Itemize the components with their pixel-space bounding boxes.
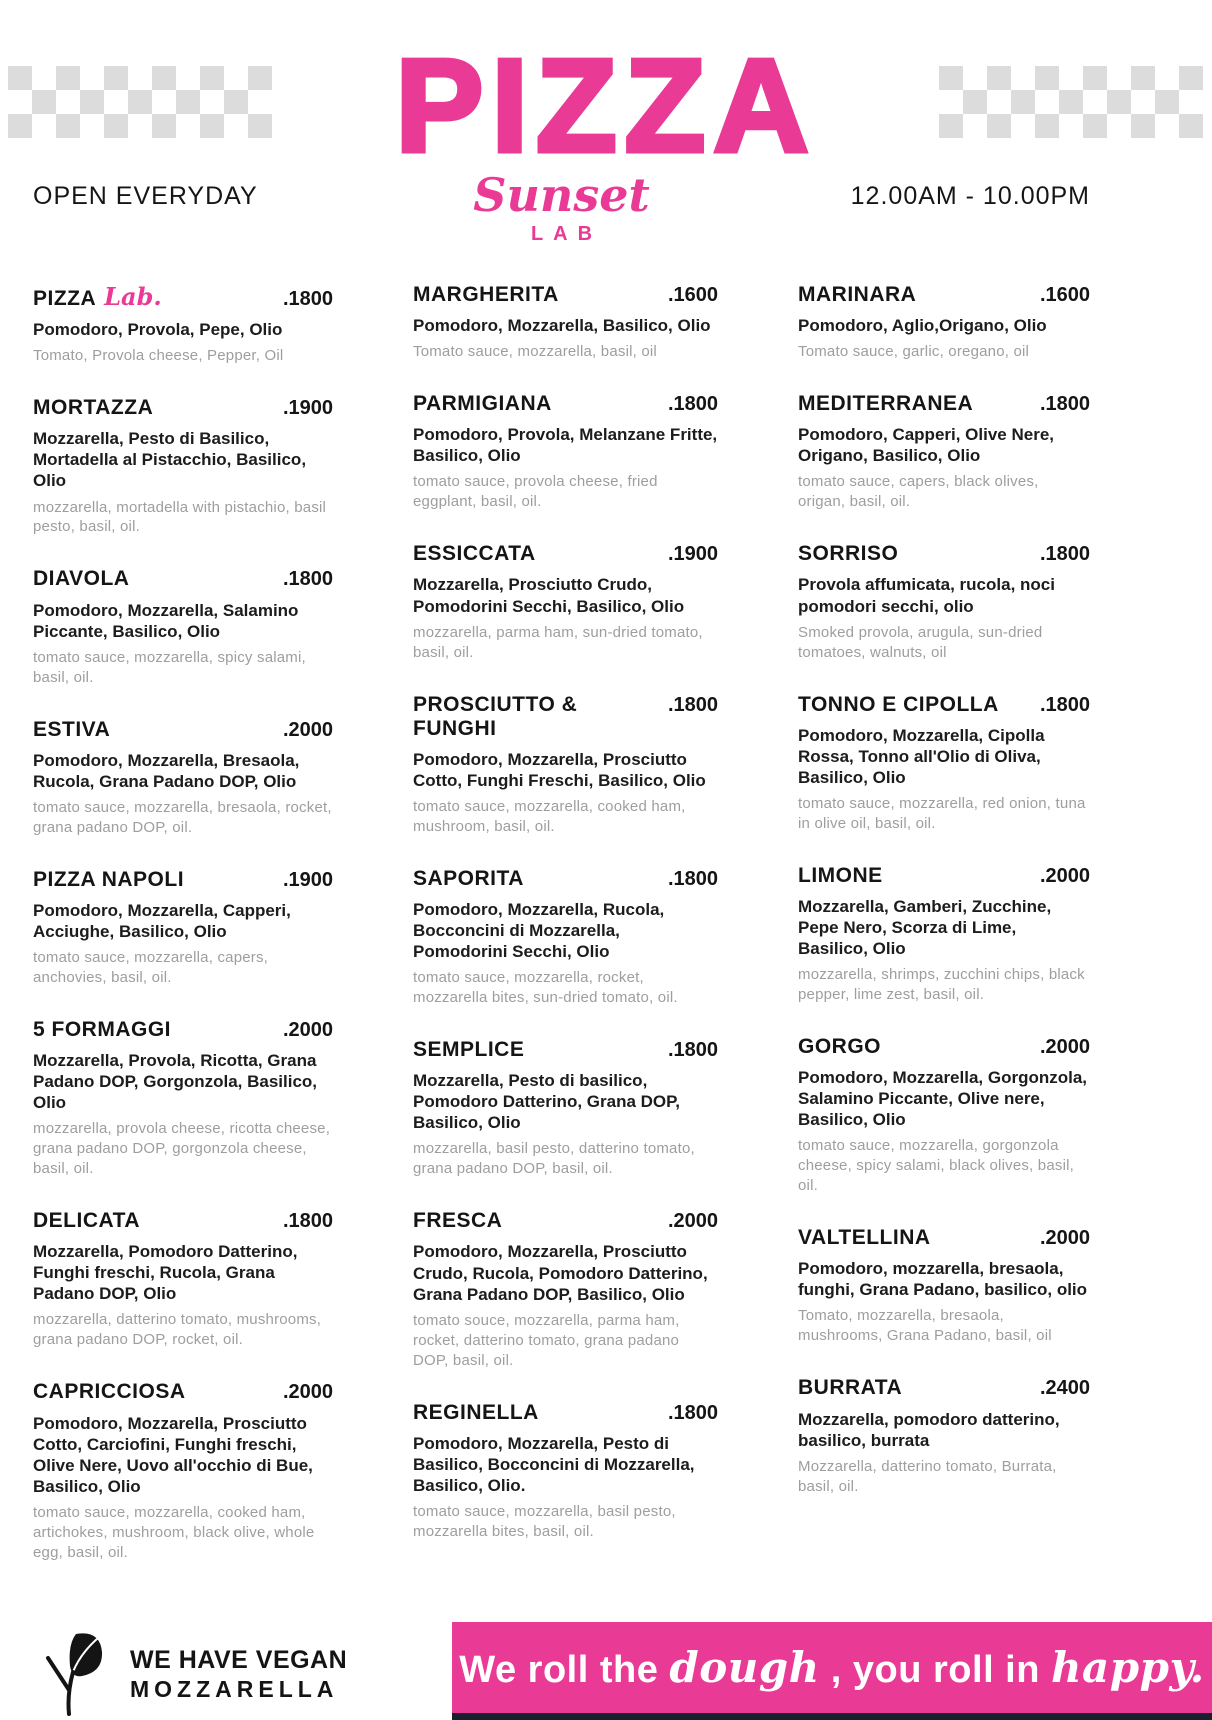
menu-item [413, 1209, 718, 1370]
menu-item [413, 693, 718, 837]
item-price: .1800 [282, 568, 333, 591]
item-price: .1800 [282, 288, 333, 310]
item-name: GORGO [798, 1035, 882, 1058]
menu-item-head [33, 1380, 333, 1404]
menu-item [33, 1380, 333, 1562]
item-ingredients-italian: Pomodoro, Mozzarella, Salamino Piccante, Basilico, Olio [33, 600, 299, 641]
menu-item-head [33, 868, 333, 892]
item-name: SORRISO [798, 542, 899, 566]
menu-item [798, 693, 1090, 834]
menu-item-head [798, 392, 1090, 416]
open-everyday-label: OPEN EVERYDAY [33, 182, 258, 210]
tagline-script-dough: dough [669, 1643, 820, 1692]
item-ingredients-english: Tomato sauce, garlic, oregano, oil [798, 343, 1030, 361]
menu-item-head [33, 1018, 333, 1042]
item-ingredients-english: Mozzarella, datterino tomato, Burrata, basil, oil. [798, 1457, 1057, 1495]
menu-item [413, 283, 718, 362]
item-ingredients-italian: Pomodoro, Capperi, Olive Nere, Origano, Basilico, Olio [798, 425, 1055, 466]
item-name: MARINARA [798, 283, 917, 306]
menu-item [798, 1376, 1090, 1496]
item-ingredients-english: Tomato, Provola cheese, Pepper, Oil [33, 347, 284, 365]
menu-grid [33, 283, 1090, 1593]
page-title: PIZZA [395, 32, 817, 179]
menu-item-head [33, 396, 333, 420]
item-name: ESSICCATA [413, 542, 536, 566]
item-price: .2000 [1039, 864, 1090, 887]
item-name: PIZZA Lab. [33, 282, 162, 311]
menu-item [33, 1018, 333, 1179]
item-name: SAPORITA [413, 866, 524, 890]
item-price: .2000 [667, 1210, 718, 1233]
item-ingredients-english: tomato sauce, mozzarella, gorgonzola cheese, spicy salami, black olives, basil, oil. [798, 1137, 1075, 1195]
item-price: .2000 [1039, 1227, 1090, 1250]
item-ingredients-english: tomato sauce, mozzarella, spicy salami, basil, oil. [33, 648, 306, 686]
item-ingredients-english: mozzarella, parma ham, sun-dried tomato, basil, oil. [413, 623, 703, 661]
item-ingredients-english: mozzarella, provola cheese, ricotta cheese, grana padano DOP, gorgonzola cheese, basil, oil. [33, 1120, 331, 1178]
menu-item-head [413, 542, 718, 566]
item-price: .2000 [1039, 1036, 1090, 1058]
menu-item [413, 1401, 718, 1542]
item-ingredients-english: tomato sauce, mozzarella, basil pesto, mozzarella bites, basil, oil. [413, 1502, 676, 1540]
item-ingredients-english: Tomato, mozzarella, bresaola, mushrooms, Grana Padano, basil, oil [798, 1307, 1052, 1345]
item-price: .1600 [667, 284, 718, 306]
menu-item-head [413, 392, 718, 416]
lab-logo-label: LAB [530, 222, 603, 245]
item-name: CAPRICCIOSA [33, 1380, 186, 1404]
item-price: .1800 [667, 693, 718, 716]
sunset-lab-logo [473, 170, 650, 246]
item-name-suffix: Lab. [104, 282, 162, 311]
item-ingredients-english: tomato sauce, provola cheese, fried eggplant, basil, oil. [413, 473, 658, 511]
item-price: .1800 [667, 867, 718, 890]
item-price: .1800 [1039, 393, 1090, 416]
item-ingredients-italian: Mozzarella, Pesto di Basilico, Mortadella al Pistacchio, Basilico, Olio [33, 429, 307, 491]
menu-item [33, 567, 333, 687]
item-ingredients-english: tomato sauce, capers, black olives, origan, basil, oil. [798, 473, 1039, 511]
vegan-leaf-icon [40, 1628, 108, 1720]
item-name: ESTIVA [33, 717, 111, 741]
menu-item-head [413, 1401, 718, 1425]
item-price: .1800 [1039, 693, 1090, 716]
menu-item [798, 283, 1090, 362]
item-price: .1900 [282, 868, 333, 891]
item-price: .2000 [282, 718, 333, 741]
menu-item-head [798, 693, 1090, 717]
menu-column [33, 283, 333, 1593]
vegan-label-line2: MOZZARELLA [130, 1675, 339, 1702]
item-ingredients-italian: Pomodoro, Provola, Pepe, Olio [33, 320, 283, 340]
item-price: .1800 [667, 1401, 718, 1424]
menu-item [33, 868, 333, 988]
item-ingredients-italian: Pomodoro, Mozzarella, Rucola, Bocconcini di Mozzarella, Pomodorini Secchi, Olio [413, 899, 665, 962]
vegan-label [130, 1645, 347, 1705]
item-name: BURRATA [798, 1376, 903, 1400]
item-name: VALTELLINA [798, 1226, 931, 1250]
item-name: SEMPLICE [413, 1038, 525, 1062]
menu-item [798, 1226, 1090, 1346]
tagline-banner [452, 1622, 1212, 1713]
item-ingredients-italian: Mozzarella, Pomodoro Datterino, Funghi freschi, Rucola, Grana Padano DOP, Olio [33, 1242, 298, 1304]
item-name: 5 FORMAGGI [33, 1017, 172, 1041]
menu-item-head [33, 283, 333, 311]
item-ingredients-english: mozzarella, mortadella with pistachio, basil pesto, basil, oil. [33, 498, 327, 536]
item-name: PROSCIUTTO & FUNGHI [413, 692, 578, 740]
menu-item [798, 392, 1090, 512]
item-ingredients-italian: Pomodoro, Mozzarella, Gorgonzola, Salamino Piccante, Olive nere, Basilico, Olio [798, 1068, 1088, 1130]
menu-item-head [798, 542, 1090, 566]
menu-item [798, 1035, 1090, 1196]
item-ingredients-italian: Pomodoro, Mozzarella, Basilico, Olio [413, 316, 711, 336]
menu-item-head [798, 864, 1090, 888]
tagline-script-happy: happy. [1051, 1643, 1205, 1692]
item-ingredients-english: tomato sauce, mozzarella, bresaola, rocket, grana padano DOP, oil. [33, 798, 332, 836]
tagline-text: We roll the dough , you roll in happy. [459, 1643, 1205, 1692]
menu-item [33, 1209, 333, 1350]
menu-item-head [798, 1226, 1090, 1250]
item-name: MEDITERRANEA [798, 392, 974, 416]
menu-item [798, 542, 1090, 662]
item-name: TONNO E CIPOLLA [798, 692, 999, 716]
item-ingredients-italian: Pomodoro, Provola, Melanzane Fritte, Basilico, Olio [413, 425, 718, 466]
menu-item [33, 283, 333, 366]
item-price: .2400 [1039, 1377, 1090, 1400]
menu-column [413, 283, 718, 1593]
item-price: .1800 [1039, 543, 1090, 566]
item-price: .1800 [282, 1210, 333, 1233]
item-ingredients-italian: Mozzarella, Pesto di basilico, Pomodoro Datterino, Grana DOP, Basilico, Olio [413, 1071, 681, 1133]
item-ingredients-italian: Mozzarella, Prosciutto Crudo, Pomodorini Secchi, Basilico, Olio [413, 575, 685, 616]
item-name: LIMONE [798, 863, 883, 887]
menu-item-head [798, 1376, 1090, 1400]
menu-item-head [33, 1209, 333, 1233]
item-ingredients-english: mozzarella, basil pesto, datterino tomato, grana padano DOP, basil, oil. [413, 1140, 695, 1178]
menu-item-head [798, 1035, 1090, 1059]
item-name: FRESCA [413, 1209, 503, 1233]
item-ingredients-english: Tomato sauce, mozzarella, basil, oil [413, 343, 657, 361]
item-ingredients-italian: Mozzarella, pomodoro datterino, basilico, burrata [798, 1409, 1060, 1450]
item-name: DIAVOLA [33, 567, 130, 591]
opening-hours-label: 12.00AM - 10.00PM [850, 182, 1090, 210]
item-ingredients-italian: Pomodoro, Mozzarella, Pesto di Basilico, Bocconcini di Mozzarella, Basilico, Olio. [413, 1433, 695, 1495]
item-ingredients-italian: Pomodoro, mozzarella, bresaola, funghi, Grana Padano, basilico, olio [798, 1259, 1088, 1300]
vegan-note [40, 1628, 347, 1720]
item-ingredients-italian: Provola affumicata, rucola, noci pomodori secchi, olio [798, 575, 1055, 616]
item-ingredients-english: tomato sauce, mozzarella, cooked ham, artichokes, mushroom, black olive, whole egg, basil, oil. [33, 1503, 315, 1561]
menu-item [413, 392, 718, 512]
menu-item-head [413, 1038, 718, 1062]
item-price: .1800 [667, 393, 718, 416]
item-ingredients-english: Smoked provola, arugula, sun-dried tomatoes, walnuts, oil [798, 623, 1043, 661]
item-ingredients-english: tomato sauce, mozzarella, cooked ham, mushroom, basil, oil. [413, 797, 686, 835]
menu-item [33, 396, 333, 537]
item-ingredients-english: tomato sauce, mozzarella, capers, anchovies, basil, oil. [33, 949, 269, 986]
item-ingredients-italian: Pomodoro, Mozzarella, Bresaola, Rucola, Grana Padano DOP, Olio [33, 750, 300, 791]
header-subrow [33, 170, 1090, 260]
item-name: MARGHERITA [413, 283, 559, 306]
item-ingredients-italian: Pomodoro, Mozzarella, Prosciutto Cotto, Funghi Freschi, Basilico, Olio [413, 749, 706, 790]
menu-item-head [413, 867, 718, 891]
menu-item [413, 1038, 718, 1179]
menu-item-head [413, 1209, 718, 1233]
menu-item [33, 718, 333, 838]
menu-item-head [33, 718, 333, 742]
item-price: .1800 [667, 1039, 718, 1062]
item-price: .1600 [1039, 284, 1090, 306]
menu-item [413, 542, 718, 662]
sunset-logo-script: Sunset [473, 168, 650, 222]
item-ingredients-italian: Pomodoro, Mozzarella, Prosciutto Crudo, Rucola, Pomodoro Datterino, Grana Padano DOP, Basilico, Olio [413, 1242, 708, 1304]
item-name: PIZZA NAPOLI [33, 867, 185, 891]
item-price: .1900 [667, 543, 718, 566]
menu-item [798, 864, 1090, 1005]
item-ingredients-english: tomato souce, mozzarella, parma ham, rocket, datterino tomato, grana padano DOP, basil, oil. [413, 1311, 680, 1369]
menu-item-head [413, 283, 718, 307]
item-ingredients-english: mozzarella, datterino tomato, mushrooms, grana padano DOP, rocket, oil. [33, 1311, 322, 1349]
item-price: .2000 [282, 1381, 333, 1404]
item-ingredients-italian: Pomodoro, Mozzarella, Prosciutto Cotto, Carciofini, Funghi freschi, Olive Nere, Uovo all'occhio di Bue, Basilico, Olio [33, 1413, 313, 1496]
item-ingredients-italian: Pomodoro, Aglio,Origano, Olio [798, 316, 1047, 336]
item-ingredients-italian: Mozzarella, Provola, Ricotta, Grana Padano DOP, Gorgonzola, Basilico, Olio [33, 1051, 318, 1113]
menu-item [413, 867, 718, 1008]
item-name: PARMIGIANA [413, 392, 552, 416]
item-ingredients-italian: Pomodoro, Mozzarella, Capperi, Acciughe, Basilico, Olio [33, 900, 291, 941]
bottom-accent-bar [452, 1713, 1212, 1720]
item-ingredients-italian: Pomodoro, Mozzarella, Cipolla Rossa, Tonno all'Olio di Oliva, Basilico, Olio [798, 725, 1045, 787]
menu-column [798, 283, 1090, 1593]
item-ingredients-english: mozzarella, shrimps, zucchini chips, black pepper, lime zest, basil, oil. [798, 966, 1085, 1004]
menu-item-head [798, 283, 1090, 307]
menu-item-head [33, 567, 333, 591]
menu-item-head [413, 693, 718, 741]
item-ingredients-italian: Mozzarella, Gamberi, Zucchine, Pepe Nero, Scorza di Lime, Basilico, Olio [798, 896, 1052, 959]
item-ingredients-english: tomato sauce, mozzarella, red onion, tuna in olive oil, basil, oil. [798, 794, 1086, 832]
item-name: DELICATA [33, 1209, 141, 1233]
item-name: REGINELLA [413, 1400, 539, 1424]
item-price: .1900 [282, 397, 333, 420]
item-name: MORTAZZA [33, 396, 154, 420]
item-price: .2000 [282, 1018, 333, 1041]
vegan-label-line1: WE HAVE VEGAN [130, 1645, 348, 1674]
item-ingredients-english: tomato sauce, mozzarella, rocket, mozzarella bites, sun-dried tomato, oil. [413, 969, 678, 1007]
